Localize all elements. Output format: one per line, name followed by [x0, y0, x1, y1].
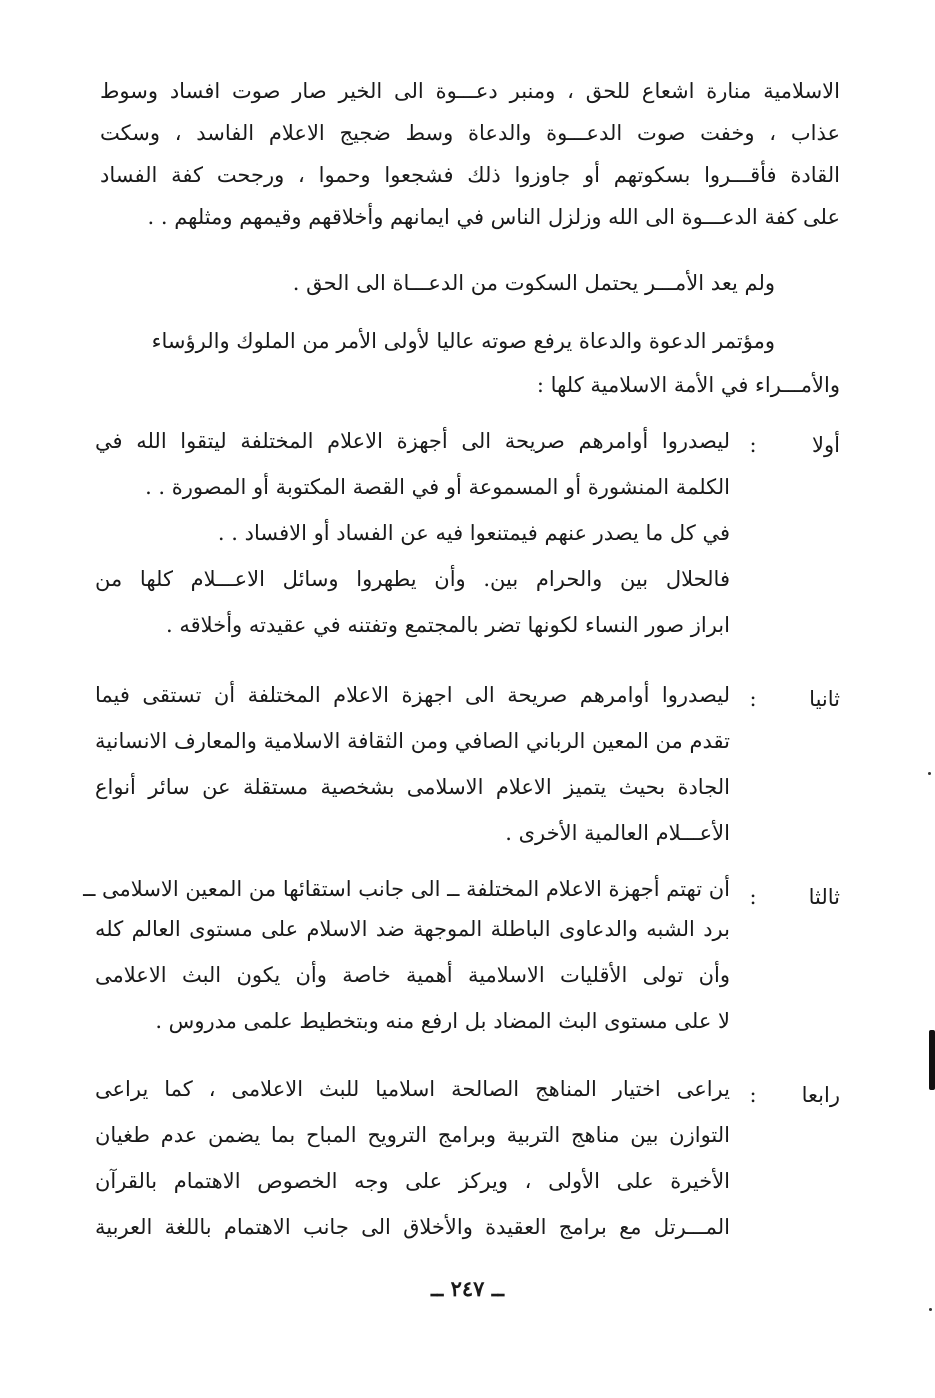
- item-1-line-2: الكلمة المنشورة أو المسموعة أو في القصة المكتوبة أو المصورة . .: [145, 475, 730, 499]
- item-1-line-3: في كل ما يصدر عنهم فيمتنعوا فيه عن الفساد أو الافساد . .: [217, 521, 730, 545]
- intro-line-4: على كفة الدعـــوة الى الله وزلزل الناس في ايمانهم وأخلاقهم وقيمهم ومثلهم . .: [147, 205, 840, 229]
- intro-line-2: عذاب ، وخفت صوت الدعـــوة والدعاة وسط ضجيج الاعلام الفاسد ، وسكت: [100, 121, 840, 145]
- item-4-colon: :: [749, 1083, 757, 1107]
- item-1-line-1: ليصدروا أوامرهم صريحة الى أجهزة الاعلام المختلفة ليتقوا الله في: [95, 429, 730, 453]
- item-1-line-4: فالحلال بين والحرام بين. وأن يطهروا وسائل الاعـــلام كلها من: [95, 567, 730, 591]
- item-4-line-2: التوازن بين مناهج التربية وبرامج الترويح المباح بما يضمن عدم طغيان: [95, 1123, 730, 1147]
- item-3-label: ثالثا: [808, 885, 840, 909]
- item-2-line-2: تقدم من المعين الرباني الصافي ومن الثقافة الاسلامية والمعارف الانسانية: [95, 729, 730, 753]
- paragraph-no-more-silence: ولم يعد الأمـــر يحتمل السكوت من الدعـــاة الى الحق .: [292, 271, 775, 295]
- item-4-line-1: يراعى اختيار المناهج الصالحة اسلاميا للبث الاعلامى ، كما يراعى: [95, 1077, 730, 1101]
- item-4-line-3: الأخيرة على الأولى ، ويركز على وجه الخصوص الاهتمام بالقرآن: [95, 1169, 730, 1193]
- page-number: ــ ٢٤٧ ــ: [430, 1276, 505, 1301]
- item-3-line-2: برد الشبه والدعاوى الباطلة الموجهة ضد الاسلام على مستوى العالم كله: [95, 917, 730, 941]
- para3-line-2: والأمـــراء في الأمة الاسلامية كلها :: [536, 373, 840, 397]
- item-3-line-1: أن تهتم أجهزة الاعلام المختلفة ــ الى جانب استقائها من المعين الاسلامى ــ: [83, 877, 730, 901]
- item-4-line-4: المـــرتل مع برامج العقيدة والأخلاق الى جانب الاهتمام باللغة العربية: [95, 1215, 730, 1239]
- item-1-colon: :: [749, 433, 757, 457]
- item-1-label: أولا: [812, 433, 840, 457]
- intro-line-3: القادة فأقـــروا بسكوتهم أو جاوزوا ذلك فشجعوا وحموا ، ورجحت كفة الفساد: [100, 163, 840, 187]
- scan-speck: [928, 772, 931, 775]
- item-2-line-1: ليصدروا أوامرهم صريحة الى اجهزة الاعلام المختلفة أن تستقى فيما: [95, 683, 730, 707]
- item-3-line-4: لا على مستوى البث المضاد بل ارفع منه وبتخطيط علمى مدروس .: [155, 1009, 730, 1033]
- scan-edge-mark: [929, 1030, 935, 1090]
- item-4-label: رابعا: [801, 1083, 840, 1107]
- item-2-line-3: الجادة بحيث يتميز الاعلام الاسلامى بشخصية مستقلة عن سائر أنواع: [95, 775, 730, 799]
- scan-speck: [929, 1308, 932, 1311]
- item-1-line-5: ابراز صور النساء لكونها تضر بالمجتمع وتفتنه في عقيدته وأخلاقه .: [166, 613, 730, 637]
- intro-line-1: الاسلامية منارة اشعاع للحق ، ومنبر دعـــوة الى الخير صار صوت افساد وسوط: [100, 79, 840, 103]
- item-3-colon: :: [749, 885, 757, 909]
- item-2-colon: :: [749, 687, 757, 711]
- item-2-line-4: الأعـــلام العالمية الأخرى .: [505, 821, 730, 845]
- item-2-label: ثانيا: [809, 687, 840, 711]
- item-3-line-3: وأن تولى الأقليات الاسلامية أهمية خاصة وأن يكون البث الاعلامى: [95, 963, 730, 987]
- para3-line-1: ومؤتمر الدعوة والدعاة يرفع صوته عاليا لأولى الأمر من الملوك والرؤساء: [151, 329, 775, 353]
